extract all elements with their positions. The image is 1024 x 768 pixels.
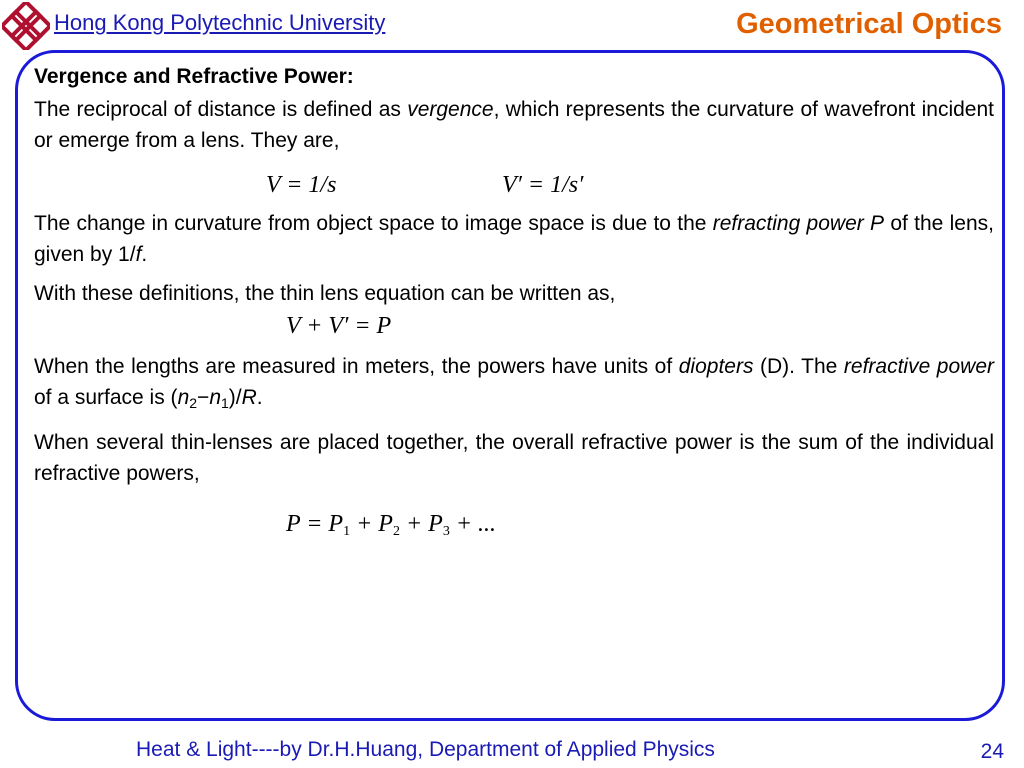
equation-v-prime: V′ = 1/s′ [502,172,584,198]
slide-heading: Vergence and Refractive Power: [34,65,354,88]
slide-content [34,62,994,545]
equation-v: V = 1/s [266,172,337,198]
paragraph-multiple-lenses: When several thin-lenses are placed together, the overall refractive power is the sum of the individual refractive powers, [34,431,994,485]
equation-total-power [34,497,994,545]
paragraph-thin-lens: With these definitions, the thin lens equation can be written as, [34,282,616,305]
university-logo-icon [2,2,50,50]
footer-credit: Heat & Light----by Dr.H.Huang, Department of Applied Physics [136,738,715,761]
university-link[interactable]: Hong Kong Polytechnic University [54,10,386,35]
equation-vergence [34,164,994,208]
paragraph-diopters: When the lengths are measured in meters, the powers have units of diopters (D). The refractive power of a surface is $(n_2-n_1)/R$. [34,355,994,411]
paragraph-vergence: The reciprocal of distance is defined as vergence, which represents the curvature of wavefront incident or emerge from a lens. They are, [34,98,994,152]
paragraph-refracting-power: The change in curvature from object space to image space is due to the refracting power P of the lens, given by 1/f. [34,212,994,266]
equation-sum-v: V + V′ = P [286,313,392,339]
course-title: Geometrical Optics [736,8,1002,40]
page-number: 24 [980,740,1004,763]
equation-thin-lens [34,309,994,351]
equation-p-sum: $P = P_1 + P_2 + P_3$ + ... [286,511,497,539]
